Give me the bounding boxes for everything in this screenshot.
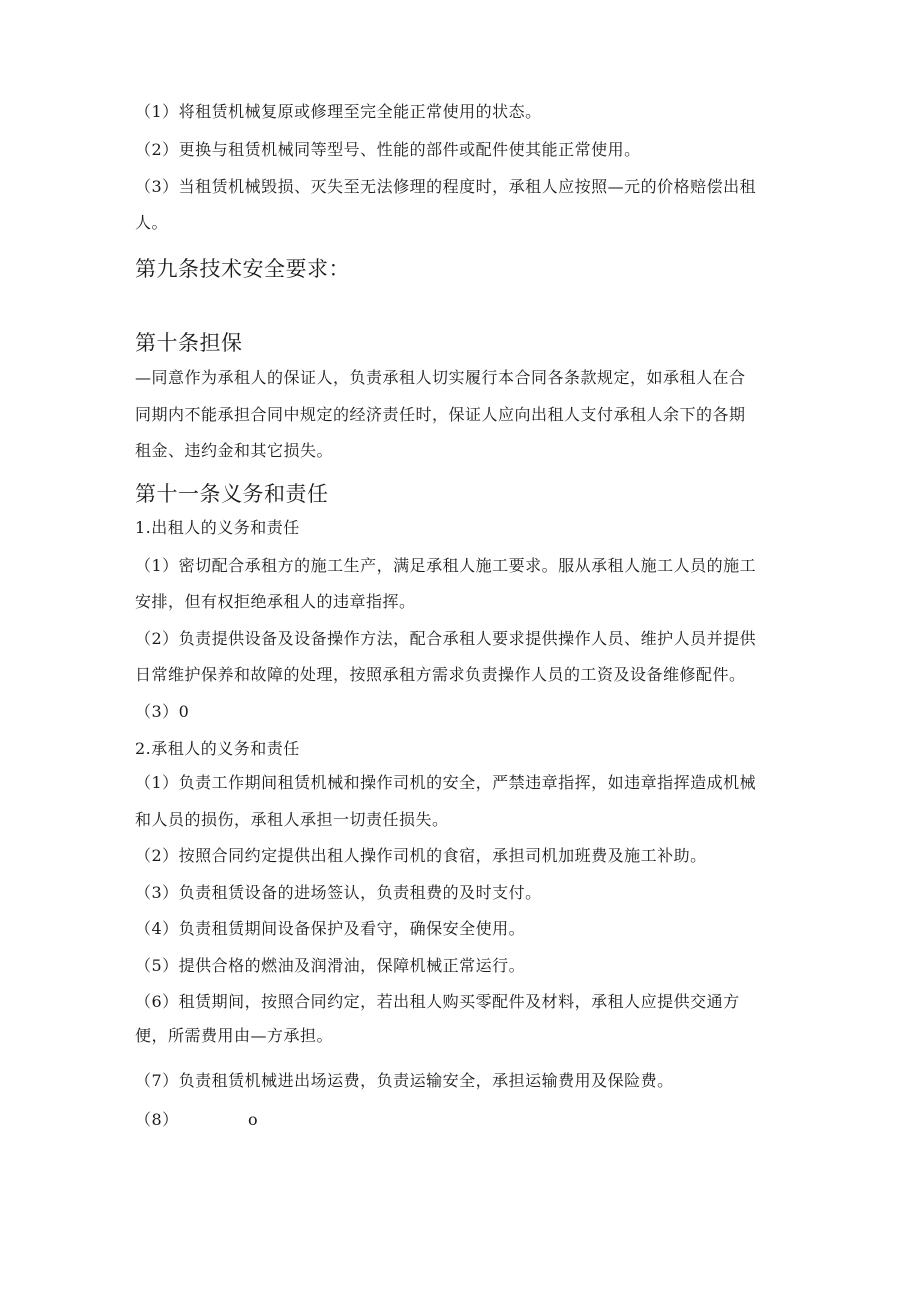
lessee-item-3: （3）负责租赁设备的进场签认，负责租费的及时支付。	[135, 883, 542, 902]
lessee-item-6-line-2: 便，所需费用由—方承担。	[135, 1026, 334, 1045]
subsection-2-title: 2.承租人的义务和责任	[135, 739, 300, 758]
clause-8-item-3-line-1: （3）当租赁机械毁损、灭失至无法修理的程度时，承租人应按照—元的价格赔偿出租	[135, 177, 757, 196]
section-heading-9: 第九条技术安全要求：	[135, 257, 350, 281]
clause-10-line-1: —同意作为承租人的保证人，负责承租人切实履行本合同各条款规定，如承租人在合	[135, 368, 746, 387]
lessee-item-4: （4）负责租赁期间设备保护及看守，确保安全使用。	[135, 919, 526, 938]
lessee-item-2: （2）按照合同约定提供出租人操作司机的食宿，承担司机加班费及施工补助。	[135, 846, 707, 865]
lessor-item-1-line-2: 安排，但有权拒绝承租人的违章指挥。	[135, 592, 416, 611]
lessor-item-3: （3）0	[135, 702, 190, 721]
lessee-item-6-line-1: （6）租赁期间，按照合同约定，若出租人购买零配件及材料，承租人应提供交通方	[135, 992, 740, 1011]
clause-10-line-3: 租金、违约金和其它损失。	[135, 441, 334, 460]
lessee-item-5: （5）提供合格的燃油及润滑油，保障机械正常运行。	[135, 956, 526, 975]
lessor-item-2-line-1: （2）负责提供设备及设备操作方法，配合承租人要求提供操作人员、维护人员并提供	[135, 629, 757, 648]
clause-8-item-1: （1）将租赁机械复原或修理至完全能正常使用的状态。	[135, 102, 542, 121]
lessee-item-8: （8）	[135, 1110, 179, 1129]
lessee-item-1-line-1: （1）负责工作期间租赁机械和操作司机的安全，严禁违章指挥，如违章指挥造成机械	[135, 773, 757, 792]
lessee-item-7: （7）负责租赁机械进出场运费，负责运输安全，承担运输费用及保险费。	[135, 1071, 674, 1090]
clause-8-item-3-line-2: 人。	[135, 213, 169, 232]
section-heading-11: 第十一条义务和责任	[135, 482, 329, 506]
section-heading-10: 第十条担保	[135, 331, 243, 355]
clause-8-item-2: （2）更换与租赁机械同等型号、性能的部件或配件使其能正常使用。	[135, 140, 641, 159]
subsection-1-title: 1.出租人的义务和责任	[135, 518, 300, 537]
lessor-item-2-line-2: 日常维护保养和故障的处理，按照承租方需求负责操作人员的工资及设备维修配件。	[135, 665, 746, 684]
lessee-item-1-line-2: 和人员的损伤，承租人承担一切责任损失。	[135, 810, 449, 829]
clause-10-line-2: 同期内不能承担合同中规定的经济责任时，保证人应向出租人支付承租人余下的各期	[135, 405, 746, 424]
lessee-item-8-end-mark: o	[248, 1110, 259, 1129]
lessor-item-1-line-1: （1）密切配合承租方的施工生产，满足承租人施工要求。服从承租人施工人员的施工	[135, 556, 757, 575]
